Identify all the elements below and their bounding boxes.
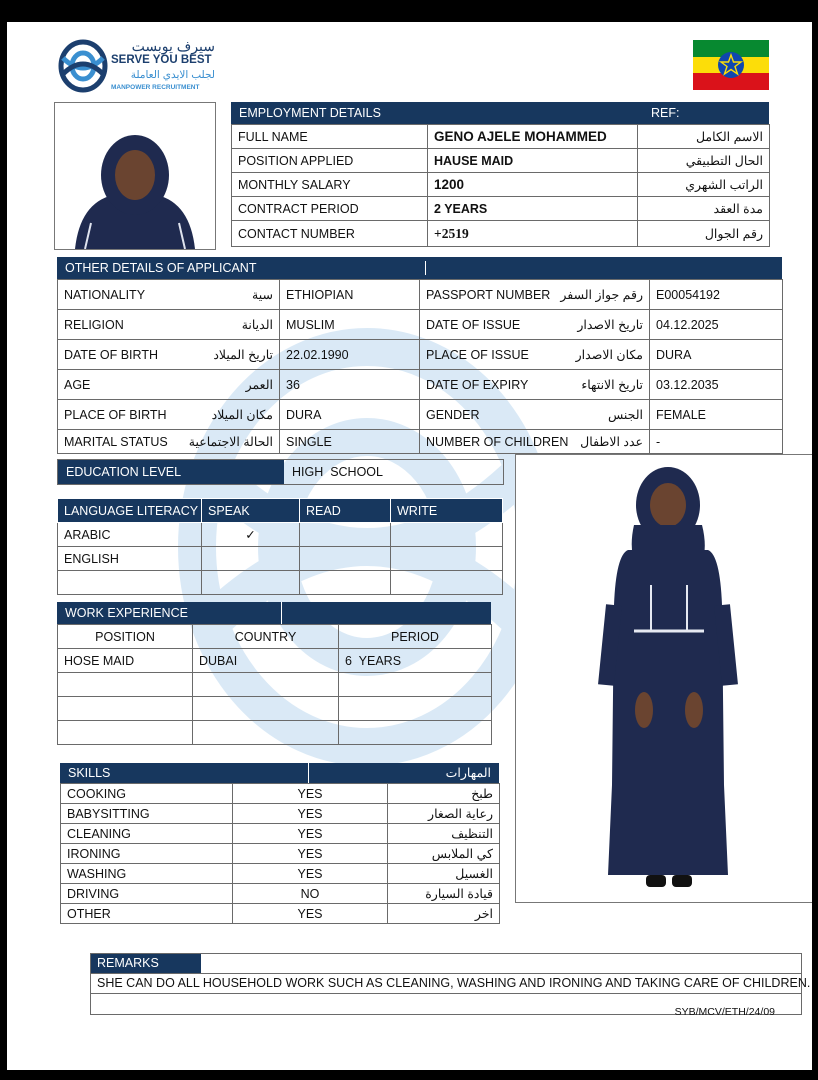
detail-label: DATE OF ISSUE — [426, 317, 521, 332]
work-row — [58, 649, 492, 673]
detail-label-ar: الجنس — [607, 408, 643, 422]
work-experience-section — [57, 602, 491, 745]
speak-value — [202, 571, 300, 595]
employment-label-ar: مدة العقد — [638, 197, 770, 221]
employment-label: CONTRACT PERIOD — [232, 197, 428, 221]
skill-row — [61, 884, 500, 904]
speak-value — [202, 547, 300, 571]
skill-name: COOKING — [61, 784, 233, 804]
logo-arabic-name: سيرف يوبست — [131, 38, 215, 54]
skill-row — [61, 844, 500, 864]
detail-label-ar: العمر — [245, 378, 273, 392]
skill-name: WASHING — [61, 864, 233, 884]
employment-value: GENO AJELE MOHAMMED — [428, 125, 638, 149]
language-row — [58, 547, 503, 571]
other-details-row — [58, 340, 783, 370]
employment-details-section — [231, 102, 769, 247]
remarks-header: REMARKS — [91, 954, 201, 973]
detail-value: DURA — [280, 400, 420, 430]
skill-name: CLEANING — [61, 824, 233, 844]
company-logo — [57, 38, 217, 98]
logo-arabic-sub: لجلب الايدي العاملة — [130, 69, 215, 81]
logo-english-name: SERVE YOU BEST — [111, 54, 212, 66]
work-period — [339, 697, 492, 721]
education-value: HIGH SCHOOL — [292, 465, 383, 479]
ref-label: REF: — [651, 106, 680, 120]
skill-name-ar: كي الملابس — [388, 844, 500, 864]
detail-label: MARITAL STATUS — [64, 434, 168, 449]
language-name — [58, 571, 202, 595]
employment-value: 2 YEARS — [428, 197, 638, 221]
detail-label: PLACE OF BIRTH — [64, 407, 167, 422]
skill-name-ar: رعاية الصغار — [388, 804, 500, 824]
write-value — [391, 523, 503, 547]
detail-label-ar: رقم جواز السفر — [560, 288, 643, 302]
work-position — [58, 697, 193, 721]
work-period — [339, 673, 492, 697]
employment-label: POSITION APPLIED — [232, 149, 428, 173]
language-row — [58, 571, 503, 595]
employment-header: EMPLOYMENT DETAILS — [239, 106, 381, 120]
read-header: READ — [300, 499, 391, 523]
other-details-section — [57, 257, 782, 454]
employment-row — [232, 197, 770, 221]
detail-label-ar: تاريخ الميلاد — [213, 348, 273, 362]
other-details-row — [58, 430, 783, 454]
other-details-header: OTHER DETAILS OF APPLICANT — [57, 261, 426, 275]
detail-value: - — [650, 430, 783, 454]
detail-label: DATE OF EXPIRY — [426, 377, 529, 392]
work-period — [339, 721, 492, 745]
detail-value: SINGLE — [280, 430, 420, 454]
employment-label-ar: رقم الجوال — [638, 221, 770, 247]
skill-name-ar: طبخ — [388, 784, 500, 804]
employment-value: +2519 — [428, 221, 638, 247]
work-row — [58, 673, 492, 697]
detail-value: 36 — [280, 370, 420, 400]
skill-value: NO — [233, 884, 388, 904]
skill-row — [61, 784, 500, 804]
logo-english-sub: MANPOWER RECRUITMENT — [111, 84, 200, 91]
detail-label-ar: عدد الاطفال — [580, 435, 643, 449]
work-country: DUBAI — [193, 649, 339, 673]
detail-value: FEMALE — [650, 400, 783, 430]
employment-row — [232, 173, 770, 197]
applicant-full-photo — [515, 454, 812, 903]
detail-label: PLACE OF ISSUE — [426, 347, 529, 362]
work-position: HOSE MAID — [58, 649, 193, 673]
detail-label-ar: تاريخ الاصدار — [577, 318, 643, 332]
work-position — [58, 721, 193, 745]
skills-section — [60, 763, 499, 924]
logo-emblem-icon — [57, 38, 109, 94]
employment-table — [231, 124, 770, 247]
write-value — [391, 547, 503, 571]
cv-page — [7, 22, 812, 1070]
ethiopia-flag-icon — [693, 40, 769, 90]
work-experience-table — [57, 624, 492, 745]
work-row — [58, 721, 492, 745]
other-details-row — [58, 310, 783, 340]
speak-check-icon: ✓ — [202, 523, 300, 547]
employment-row — [232, 221, 770, 247]
work-row — [58, 697, 492, 721]
detail-label-ar: مكان الاصدار — [575, 348, 643, 362]
skill-name-ar: التنظيف — [388, 824, 500, 844]
other-details-table — [57, 279, 783, 454]
detail-label-ar: الحالة الاجتماعية — [188, 435, 273, 449]
skill-value: YES — [233, 804, 388, 824]
skill-row — [61, 904, 500, 924]
language-name: ENGLISH — [58, 547, 202, 571]
detail-label: RELIGION — [64, 317, 124, 332]
speak-header: SPEAK — [202, 499, 300, 523]
skill-value: YES — [233, 864, 388, 884]
skill-value: YES — [233, 824, 388, 844]
other-details-row — [58, 370, 783, 400]
detail-label: NATIONALITY — [64, 287, 146, 302]
detail-value: 22.02.1990 — [280, 340, 420, 370]
language-section — [57, 498, 502, 595]
employment-label-ar: الاسم الكامل — [638, 125, 770, 149]
read-value — [300, 523, 391, 547]
remarks-text: SHE CAN DO ALL HOUSEHOLD WORK SUCH AS CLEANING, WASHING AND IRONING AND TAKING CARE OF CHILDREN. — [91, 974, 801, 994]
read-value — [300, 547, 391, 571]
work-country — [193, 697, 339, 721]
write-value — [391, 571, 503, 595]
other-details-row — [58, 280, 783, 310]
applicant-headshot — [54, 102, 216, 250]
detail-value: MUSLIM — [280, 310, 420, 340]
employment-label: FULL NAME — [232, 125, 428, 149]
work-position — [58, 673, 193, 697]
detail-label: PASSPORT NUMBER — [426, 287, 551, 302]
skill-name: BABYSITTING — [61, 804, 233, 824]
skill-name: IRONING — [61, 844, 233, 864]
skill-name-ar: قيادة السيارة — [388, 884, 500, 904]
language-header: LANGUAGE LITERACY — [58, 499, 202, 523]
detail-label: DATE OF BIRTH — [64, 347, 158, 362]
detail-value: DURA — [650, 340, 783, 370]
detail-value: 03.12.2035 — [650, 370, 783, 400]
skill-value: YES — [233, 904, 388, 924]
employment-row — [232, 149, 770, 173]
period-column-header: PERIOD — [339, 625, 492, 649]
skill-name-ar: الغسيل — [388, 864, 500, 884]
skills-header: SKILLS — [60, 763, 309, 783]
employment-label-ar: الراتب الشهري — [638, 173, 770, 197]
skills-table — [60, 783, 500, 924]
work-country — [193, 721, 339, 745]
employment-value: HAUSE MAID — [428, 149, 638, 173]
employment-row — [232, 125, 770, 149]
language-row — [58, 523, 503, 547]
work-country — [193, 673, 339, 697]
employment-label-ar: الحال التطبيقي — [638, 149, 770, 173]
detail-value: ETHIOPIAN — [280, 280, 420, 310]
skill-name: OTHER — [61, 904, 233, 924]
skill-value: YES — [233, 844, 388, 864]
language-name: ARABIC — [58, 523, 202, 547]
footer-code: SYB/MCV/ETH/24/09 — [674, 1006, 775, 1018]
detail-label: AGE — [64, 377, 91, 392]
detail-label-ar: سية — [252, 288, 273, 302]
detail-value: E00054192 — [650, 280, 783, 310]
write-header: WRITE — [391, 499, 503, 523]
other-details-row — [58, 400, 783, 430]
skill-name-ar: اخر — [388, 904, 500, 924]
employment-value: 1200 — [428, 173, 638, 197]
language-table — [57, 498, 503, 595]
education-label: EDUCATION LEVEL — [58, 460, 284, 484]
detail-label: NUMBER OF CHILDREN — [426, 434, 569, 449]
skills-header-ar: المهارات — [445, 766, 491, 780]
country-column-header: COUNTRY — [193, 625, 339, 649]
education-section — [57, 459, 504, 485]
skill-value: YES — [233, 784, 388, 804]
skill-row — [61, 824, 500, 844]
detail-label-ar: مكان الميلاد — [211, 408, 273, 422]
detail-label-ar: تاريخ الانتهاء — [581, 378, 643, 392]
detail-value: 04.12.2025 — [650, 310, 783, 340]
work-period: 6 YEARS — [339, 649, 492, 673]
employment-label: MONTHLY SALARY — [232, 173, 428, 197]
skill-row — [61, 864, 500, 884]
detail-label: GENDER — [426, 407, 480, 422]
skill-name: DRIVING — [61, 884, 233, 904]
work-experience-header: WORK EXPERIENCE — [57, 602, 282, 624]
employment-label: CONTACT NUMBER — [232, 221, 428, 247]
read-value — [300, 571, 391, 595]
skill-row — [61, 804, 500, 824]
position-column-header: POSITION — [58, 625, 193, 649]
detail-label-ar: الديانة — [241, 318, 273, 332]
